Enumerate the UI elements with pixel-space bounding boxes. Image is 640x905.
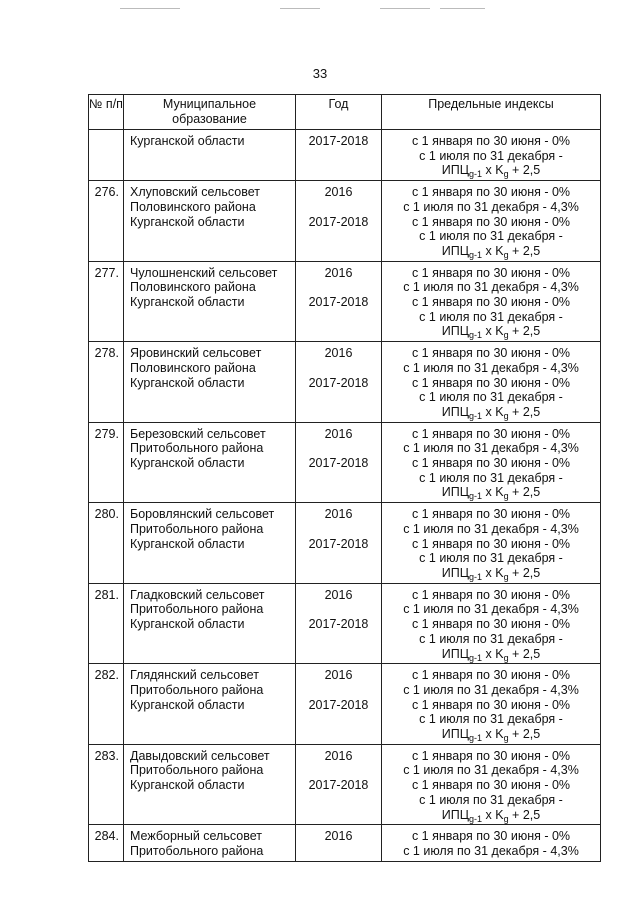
- year-cell: [296, 130, 382, 181]
- formula-part: + 2,5: [508, 324, 541, 339]
- formula-part: x K: [482, 243, 504, 258]
- index-line: с 1 января по 30 июня - 0%: [411, 829, 571, 844]
- municipality-line: Притобольного района: [130, 602, 264, 617]
- formula-part: g-1: [469, 813, 483, 824]
- municipality-cell: [124, 181, 296, 262]
- municipality-line: Притобольного района: [130, 521, 264, 536]
- municipality-cell: [124, 744, 296, 825]
- indices-cell: [382, 130, 601, 181]
- formula-part: ИПЦ: [441, 243, 469, 258]
- spacer: [296, 683, 381, 698]
- year-value: 2016: [324, 668, 353, 683]
- municipality-cell: [124, 422, 296, 503]
- formula-part: ИПЦ: [441, 163, 469, 178]
- index-line: с 1 июля по 31 декабря -: [419, 390, 563, 405]
- municipality-cell: [124, 342, 296, 423]
- row-number: 278.: [89, 342, 124, 423]
- year-cell: [296, 664, 382, 745]
- year-cell: [296, 261, 382, 342]
- index-formula: [382, 324, 600, 339]
- year-cell: [296, 422, 382, 503]
- row-number: 281.: [89, 583, 124, 664]
- year-value: 2017-2018: [308, 375, 369, 390]
- index-line: с 1 января по 30 июня - 0%: [411, 587, 571, 602]
- formula-part: g: [503, 813, 509, 824]
- index-line: с 1 июля по 31 декабря - 4,3%: [403, 843, 579, 858]
- index-formula: [382, 405, 600, 420]
- year-value: 2017-2018: [308, 617, 369, 632]
- index-line: с 1 июля по 31 декабря - 4,3%: [403, 280, 579, 295]
- municipality-line: Половинского района: [130, 280, 256, 295]
- year-value: 2016: [324, 748, 353, 763]
- indices-cell: [382, 181, 601, 262]
- index-line: с 1 июля по 31 декабря - 4,3%: [403, 199, 579, 214]
- index-line: с 1 января по 30 июня - 0%: [411, 426, 571, 441]
- municipality-line: Половинского района: [130, 360, 256, 375]
- formula-part: ИПЦ: [441, 565, 469, 580]
- table-row: [89, 503, 601, 584]
- municipality-cell: [124, 130, 296, 181]
- header-municipality: Муниципальное образование: [124, 95, 296, 130]
- limit-indices-table: [88, 94, 601, 862]
- municipality-cell: [124, 825, 296, 861]
- formula-part: ИПЦ: [441, 646, 469, 661]
- formula-part: x K: [482, 646, 504, 661]
- year-cell: [296, 825, 382, 861]
- index-formula: [382, 727, 600, 742]
- index-line: с 1 января по 30 июня - 0%: [411, 375, 571, 390]
- year-cell: [296, 342, 382, 423]
- index-line: с 1 января по 30 июня - 0%: [411, 265, 571, 280]
- scan-artifact-line: [120, 8, 180, 9]
- municipality-line: Курганской области: [130, 778, 245, 793]
- indices-cell: [382, 503, 601, 584]
- index-line: с 1 января по 30 июня - 0%: [411, 536, 571, 551]
- page-number: 33: [312, 66, 328, 81]
- formula-part: g: [503, 733, 509, 744]
- index-line: с 1 января по 30 июня - 0%: [411, 617, 571, 632]
- municipality-cell: [124, 503, 296, 584]
- index-formula: [382, 485, 600, 500]
- municipality-line: Яровинский сельсовет: [130, 346, 262, 361]
- index-line: с 1 июля по 31 декабря - 4,3%: [403, 763, 579, 778]
- index-formula: [382, 647, 600, 662]
- formula-part: + 2,5: [508, 646, 541, 661]
- year-value: 2016: [324, 587, 353, 602]
- formula-part: g-1: [469, 733, 483, 744]
- formula-part: g: [503, 169, 509, 180]
- index-formula: [382, 566, 600, 581]
- scan-artifact-line: [380, 8, 430, 9]
- formula-part: + 2,5: [508, 807, 541, 822]
- formula-part: + 2,5: [508, 485, 541, 500]
- year-value: 2017-2018: [308, 536, 369, 551]
- municipality-line: Курганской области: [130, 697, 245, 712]
- formula-part: ИПЦ: [441, 807, 469, 822]
- formula-part: x K: [482, 324, 504, 339]
- municipality-line: Притобольного района: [130, 843, 264, 858]
- row-number: 276.: [89, 181, 124, 262]
- municipality-line: Курганской области: [130, 375, 245, 390]
- index-formula: [382, 808, 600, 823]
- formula-part: g-1: [469, 652, 483, 663]
- year-value: 2016: [324, 346, 353, 361]
- header-indices: Предельные индексы: [382, 95, 601, 130]
- index-line: с 1 января по 30 июня - 0%: [411, 134, 571, 148]
- table-row: [89, 583, 601, 664]
- index-line: с 1 июля по 31 декабря - 4,3%: [403, 682, 579, 697]
- index-line: с 1 января по 30 июня - 0%: [411, 697, 571, 712]
- index-line: с 1 января по 30 июня - 0%: [411, 346, 571, 361]
- municipality-line: Курганской области: [130, 134, 245, 148]
- year-value: 2016: [324, 507, 353, 522]
- row-number: 284.: [89, 825, 124, 861]
- municipality-line: Курганской области: [130, 214, 245, 229]
- indices-cell: [382, 261, 601, 342]
- formula-part: g: [503, 249, 509, 260]
- formula-part: + 2,5: [508, 243, 541, 258]
- municipality-cell: [124, 664, 296, 745]
- indices-cell: [382, 342, 601, 423]
- table-body: [89, 130, 601, 862]
- formula-part: x K: [482, 163, 504, 178]
- table-row: [89, 181, 601, 262]
- municipality-line: Боровлянский сельсовет: [130, 507, 275, 522]
- table-header-row: [89, 95, 601, 130]
- index-line: с 1 июля по 31 декабря - 4,3%: [403, 602, 579, 617]
- row-number: 280.: [89, 503, 124, 584]
- index-line: с 1 января по 30 июня - 0%: [411, 507, 571, 522]
- formula-part: g-1: [469, 571, 483, 582]
- formula-part: g: [503, 330, 509, 341]
- spacer: [296, 441, 381, 456]
- indices-cell: [382, 664, 601, 745]
- indices-cell: [382, 422, 601, 503]
- table-row: [89, 422, 601, 503]
- index-line: с 1 июля по 31 декабря -: [419, 148, 563, 163]
- index-line: с 1 июля по 31 декабря -: [419, 309, 563, 324]
- year-cell: [296, 503, 382, 584]
- index-line: с 1 января по 30 июня - 0%: [411, 668, 571, 683]
- table-row: [89, 825, 601, 861]
- municipality-line: Межборный сельсовет: [130, 829, 262, 844]
- formula-part: g-1: [469, 330, 483, 341]
- spacer: [296, 280, 381, 295]
- municipality-line: Чулошненский сельсовет: [130, 265, 278, 280]
- municipality-line: Березовский сельсовет: [130, 426, 266, 441]
- index-line: с 1 июля по 31 декабря - 4,3%: [403, 441, 579, 456]
- table-row: [89, 342, 601, 423]
- formula-part: g: [503, 571, 509, 582]
- spacer: [296, 361, 381, 376]
- row-number: [89, 130, 124, 181]
- index-line: с 1 января по 30 июня - 0%: [411, 214, 571, 229]
- municipality-line: Гладковский сельсовет: [130, 587, 265, 602]
- year-value: 2016: [324, 265, 353, 280]
- municipality-line: Курганской области: [130, 536, 245, 551]
- formula-part: x K: [482, 565, 504, 580]
- formula-part: g-1: [469, 491, 483, 502]
- index-line: с 1 января по 30 июня - 0%: [411, 295, 571, 310]
- index-formula: [382, 244, 600, 259]
- year-value: 2017-2018: [308, 295, 369, 310]
- header-year: Год: [296, 95, 382, 130]
- formula-part: ИПЦ: [441, 727, 469, 742]
- index-line: с 1 июля по 31 декабря -: [419, 470, 563, 485]
- index-line: с 1 января по 30 июня - 0%: [411, 456, 571, 471]
- header-num: № п/п: [89, 95, 124, 130]
- spacer: [296, 763, 381, 778]
- index-line: с 1 июля по 31 декабря -: [419, 551, 563, 566]
- spacer: [296, 522, 381, 537]
- table-row: [89, 130, 601, 181]
- formula-part: ИПЦ: [441, 485, 469, 500]
- year-cell: [296, 744, 382, 825]
- municipality-line: Притобольного района: [130, 682, 264, 697]
- formula-part: + 2,5: [508, 163, 541, 178]
- year-value: 2016: [324, 829, 353, 844]
- index-line: с 1 июля по 31 декабря - 4,3%: [403, 521, 579, 536]
- year-value: 2017-2018: [308, 456, 369, 471]
- municipality-line: Курганской области: [130, 295, 245, 310]
- formula-part: ИПЦ: [441, 404, 469, 419]
- indices-cell: [382, 825, 601, 861]
- municipality-line: Притобольного района: [130, 441, 264, 456]
- spacer: [296, 200, 381, 215]
- table-row: [89, 261, 601, 342]
- formula-part: + 2,5: [508, 727, 541, 742]
- indices-cell: [382, 583, 601, 664]
- row-number: 279.: [89, 422, 124, 503]
- index-line: с 1 июля по 31 декабря -: [419, 229, 563, 244]
- index-line: с 1 июля по 31 декабря -: [419, 712, 563, 727]
- year-cell: [296, 583, 382, 664]
- municipality-line: Притобольного района: [130, 763, 264, 778]
- municipality-line: Курганской области: [130, 617, 245, 632]
- municipality-line: Курганской области: [130, 456, 245, 471]
- municipality-line: Давыдовский сельсовет: [130, 748, 270, 763]
- index-line: с 1 июля по 31 декабря -: [419, 631, 563, 646]
- index-line: с 1 июля по 31 декабря - 4,3%: [403, 360, 579, 375]
- table-row: [89, 744, 601, 825]
- index-formula: [382, 163, 600, 178]
- year-value: 2017-2018: [308, 134, 369, 148]
- formula-part: + 2,5: [508, 565, 541, 580]
- formula-part: g-1: [469, 249, 483, 260]
- year-value: 2017-2018: [308, 778, 369, 793]
- row-number: 282.: [89, 664, 124, 745]
- municipality-cell: [124, 261, 296, 342]
- formula-part: g: [503, 491, 509, 502]
- spacer: [296, 602, 381, 617]
- index-line: с 1 января по 30 июня - 0%: [411, 778, 571, 793]
- formula-part: g-1: [469, 410, 483, 421]
- formula-part: x K: [482, 807, 504, 822]
- scan-artifact-line: [440, 8, 485, 9]
- formula-part: x K: [482, 727, 504, 742]
- row-number: 277.: [89, 261, 124, 342]
- municipality-line: Глядянский сельсовет: [130, 668, 259, 683]
- year-cell: [296, 181, 382, 262]
- index-line: с 1 января по 30 июня - 0%: [411, 748, 571, 763]
- row-number: 283.: [89, 744, 124, 825]
- index-line: с 1 июля по 31 декабря -: [419, 792, 563, 807]
- year-value: 2017-2018: [308, 697, 369, 712]
- formula-part: ИПЦ: [441, 324, 469, 339]
- table-row: [89, 664, 601, 745]
- formula-part: g-1: [469, 169, 483, 180]
- municipality-cell: [124, 583, 296, 664]
- municipality-line: Половинского района: [130, 199, 256, 214]
- indices-cell: [382, 744, 601, 825]
- formula-part: g: [503, 410, 509, 421]
- year-value: 2016: [324, 185, 353, 200]
- formula-part: + 2,5: [508, 404, 541, 419]
- municipality-line: Хлуповский сельсовет: [130, 185, 260, 200]
- formula-part: x K: [482, 404, 504, 419]
- formula-part: g: [503, 652, 509, 663]
- year-value: 2016: [324, 426, 353, 441]
- year-value: 2017-2018: [308, 214, 369, 229]
- scan-artifact-line: [280, 8, 320, 9]
- index-line: с 1 января по 30 июня - 0%: [411, 185, 571, 200]
- formula-part: x K: [482, 485, 504, 500]
